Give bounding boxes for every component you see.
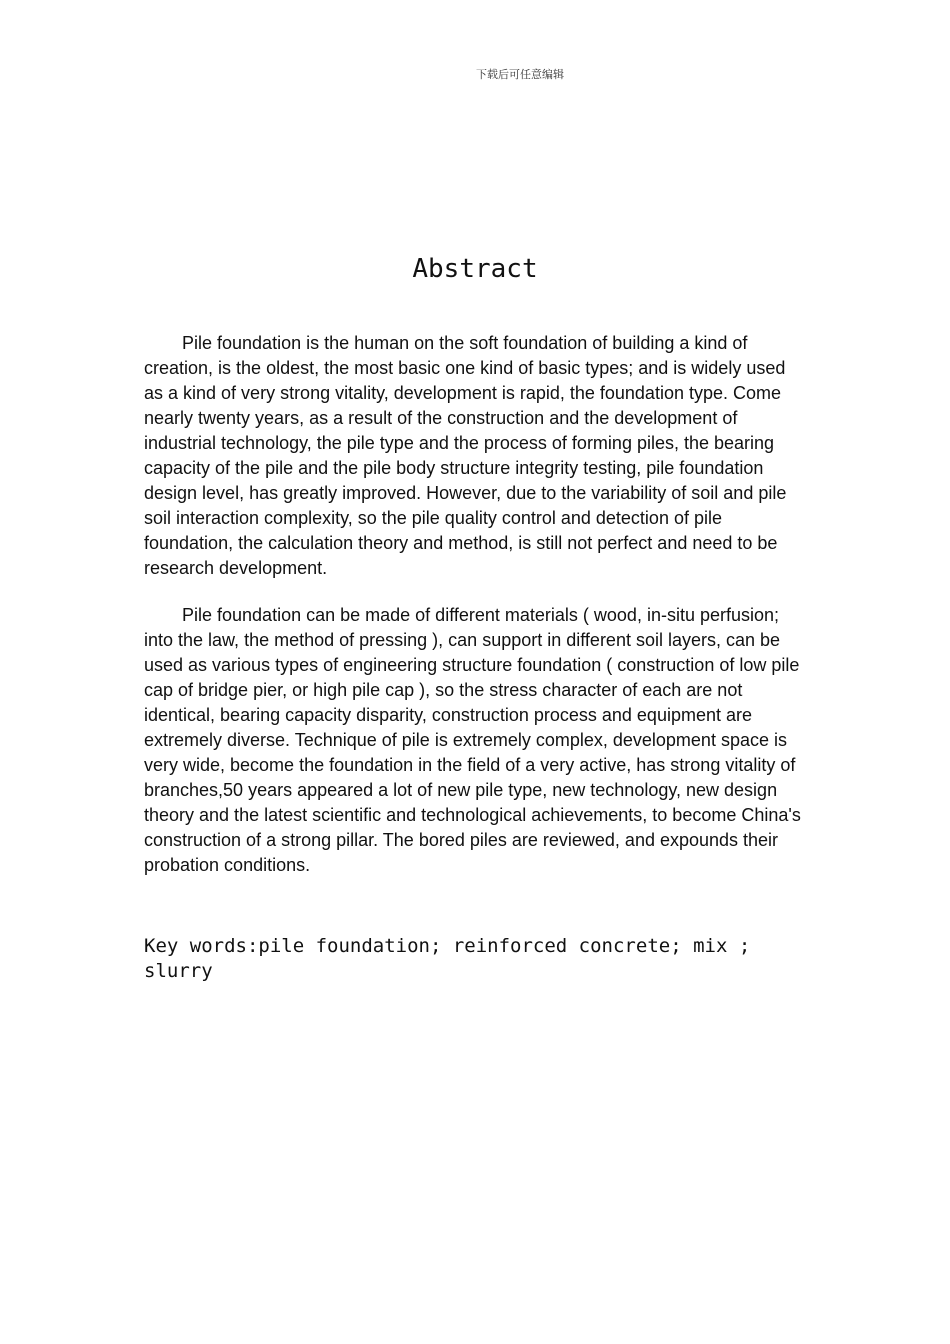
header-note: 下载后可任意编辑 bbox=[476, 68, 564, 81]
abstract-paragraph-2: Pile foundation can be made of different materials ( wood, in-situ perfusion; into the law, the method of pressing ), can support in different soil layers, can be used as various types of engineering structure foundation ( construction of low pile cap of bridge pier, or high pile cap ), so the stress character of each are not identical, bearing capacity disparity, construction process and equipment are extremely diverse. Technique of pile is extremely complex, development space is very wide, become the foundation in the field of a very active, has strong vitality of branches,50 years appeared a lot of new pile type, new technology, new design theory and the latest scientific and technological achievements, to become China's construction of a strong pillar. The bored piles are reviewed, and expounds their probation conditions. bbox=[144, 605, 801, 875]
page-title: Abstract bbox=[412, 254, 538, 284]
abstract-paragraph-1: Pile foundation is the human on the soft foundation of building a kind of creation, is the oldest, the most basic one kind of basic types; and is widely used as a kind of very strong vitality, development is rapid, the foundation type. Come nearly twenty years, as a result of the construction and the development of industrial technology, the pile type and the process of forming piles, the bearing capacity of the pile and the pile body structure integrity testing, pile foundation design level, has greatly improved. However, due to the variability of soil and pile soil interaction complexity, so the pile quality control and detection of pile foundation, the calculation theory and method, is still not perfect and need to be research development. bbox=[144, 333, 787, 578]
keywords: Key words:pile foundation; reinforced concrete; mix ; slurry bbox=[144, 935, 751, 982]
